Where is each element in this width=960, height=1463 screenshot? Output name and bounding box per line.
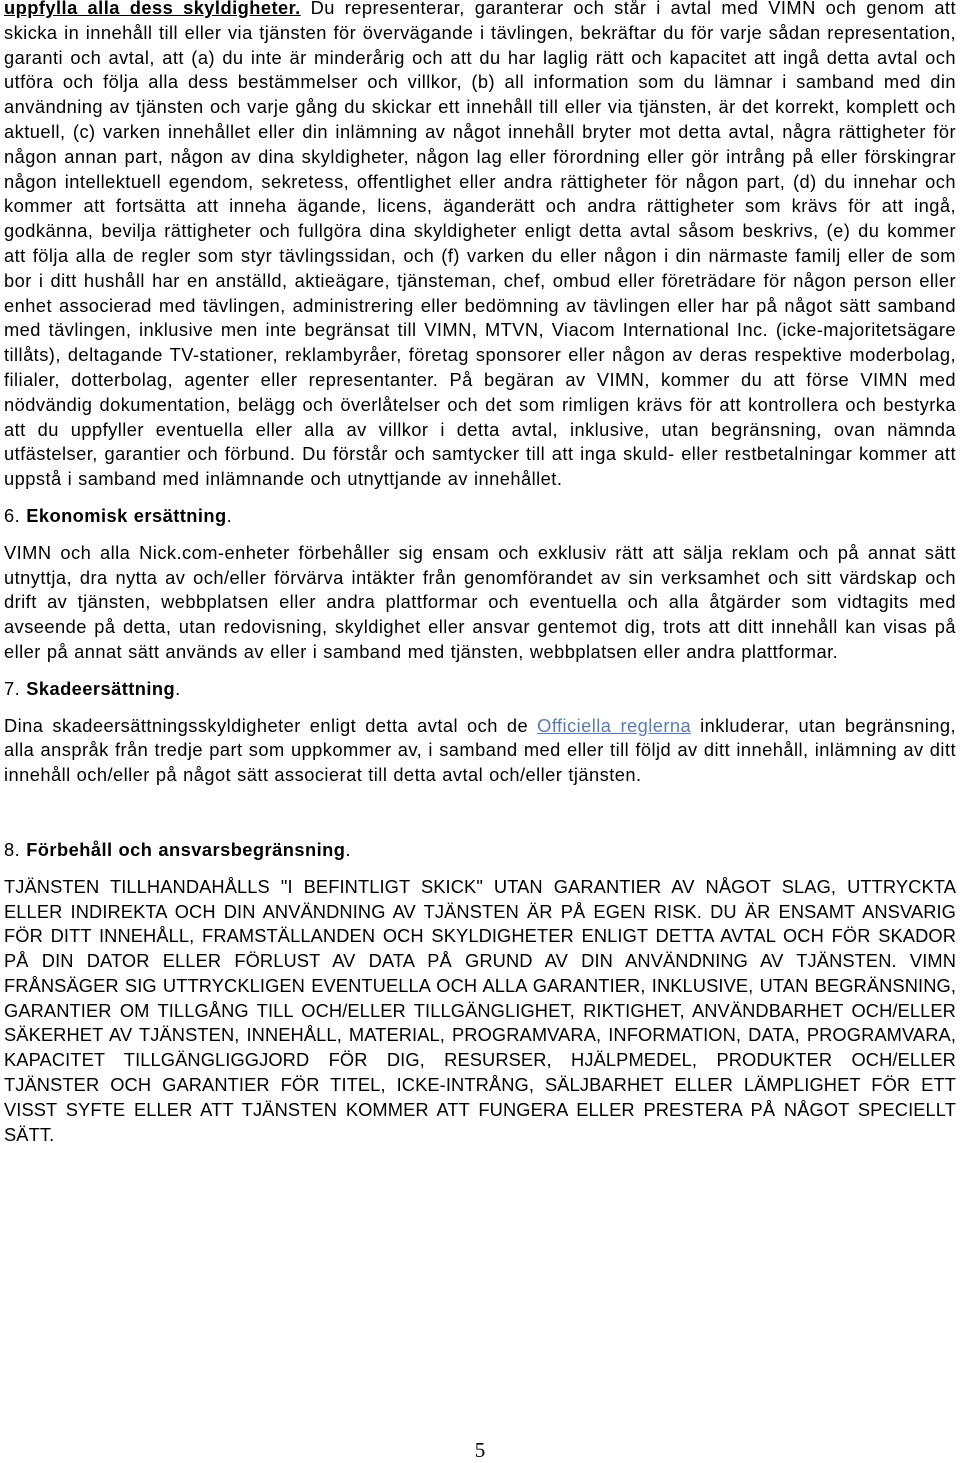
page-number: 5 (474, 1438, 486, 1462)
section-7-paragraph (4, 714, 956, 788)
section-5-paragraph (4, 0, 956, 492)
document-page (4, 0, 956, 1147)
section-7-title: Skadeersättning (26, 677, 176, 699)
section-8-period: . (345, 838, 351, 860)
section-7-period: . (175, 677, 181, 699)
section-6-heading (4, 504, 956, 529)
section-5-lead: uppfylla alla dess skyldigheter. (4, 0, 301, 18)
section-6-title: Ekonomisk ersättning (26, 504, 227, 526)
section-6-period: . (226, 504, 233, 526)
section-7-text-before: Dina skadeersättningsskyldigheter enligt detta avtal och de (4, 714, 538, 736)
section-6-number: 6. (4, 504, 21, 526)
section-6-paragraph: VIMN och alla Nick.com-enheter förbehåller sig ensam och exklusiv rätt att sälja reklam och på annat sätt utnyttja, dra nytta av och/eller förvärva intäkter från genomförandet av sin verksamhet och sitt värdskap och drift av tjänsten, webbplatsen eller andra plattformar och eventuella och alla åtgärder som vidtagits med avseende på detta, utan redovisning, skyldighet eller ansvar gentemot dig, trots att ditt innehåll kan visas på eller på annat sätt används av eller i samband med tjänsten, webbplatsen eller andra plattformar. (4, 541, 956, 662)
officiella-reglerna-link[interactable]: Officiella reglerna (537, 714, 692, 736)
section-8-heading (4, 838, 956, 863)
section-5-text: Du representerar, garanterar och står i avtal med VIMN och genom att skicka in innehåll till eller via tjänsten för övervägande i tävlingen, bekräftar du för varje sådan representation, garanti och avtal, att (a) du inte är minderårig och att du har laglig rätt och kapacitet att ingå detta avtal och utföra och följa alla dess bestämmelser och villkor, (b) all information som du lämnar i samband med din användning av tjänsten och varje gång du skickar ett innehåll till eller via tjänsten, är det korrekt, komplett och aktuell, (c) varken innehållet eller din inlämning av något innehåll bryter mot detta avtal, några rättigheter för någon annan part, någon av dina skyldigheter, någon lag eller förordning eller gör intrång på eller förskingrar någon intellektuell egendom, sekretess, offentlighet eller andra rättigheter för någon part, (d) du innehar och kommer att fortsätta att inneha ägande, licens, äganderätt och andra rättigheter som krävs för att ingå, godkänna, bevilja rättigheter och fullgöra dina skyldigheter enligt detta avtal såsom beskrivs, (e) du kommer att följa alla de regler som styr tävlingssidan, och (f) varken du eller någon i din närmaste familj eller de som bor i ditt hushåll har en anställd, aktieägare, tjänsteman, chef, ombud eller företrädare för någon person eller enhet associerad med tävlingen, administrering eller bedömning av tävlingen eller har på något sätt samband med tävlingen, inklusive men inte begränsat till VIMN, MTVN, Viacom International Inc. (icke-majoritetsägare tillåts), deltagande TV-stationer, reklambyråer, företag sponsorer eller någon av deras respektive moderbolag, filialer, dotterbolag, agenter eller representanter. På begäran av VIMN, kommer du att förse VIMN med nödvändig dokumentation, belägg och överlåtelser och det som rimligen krävs för att kontrollera och bestyrka att du uppfyller eventuella eller alla av villkor i detta avtal, inklusive, utan begränsning, ovan nämnda utfästelser, garantier och förbund. Du förstår och samtycker till att inga skuld- eller restbetalningar kommer att uppstå i samband med inlämnande och utnyttjande av innehållet. (4, 0, 956, 490)
section-7-text-after: inkluderar, utan begränsning, alla anspråk från tredje part som uppkommer av, i samband med eller till följd av ditt innehåll, inlämning av ditt innehåll och/eller på något sätt associerat till detta avtal och/eller tjänsten. (4, 714, 956, 786)
section-7-number: 7. (4, 677, 21, 699)
section-7-heading (4, 677, 956, 702)
section-8-paragraph: TJÄNSTEN TILLHANDAHÅLLS "I BEFINTLIGT SKICK" UTAN GARANTIER AV NÅGOT SLAG, UTTRYCKTA ELLER INDIREKTA OCH DIN ANVÄNDNING AV TJÄNSTEN ÄR PÅ EGEN RISK. DU ÄR ENSAMT ANSVARIG FÖR DITT INNEHÅLL, FRAMSTÄLLANDEN OCH SKYLDIGHETER ENLIGT DETTA AVTAL OCH FÖR SKADOR PÅ DIN DATOR ELLER FÖRLUST AV DATA PÅ GRUND AV DIN ANVÄNDNING AV TJÄNSTEN. VIMN FRÅNSÄGER SIG UTTRYCKLIGEN EVENTUELLA OCH ALLA GARANTIER, INKLUSIVE, UTAN BEGRÄNSNING, GARANTIER OM TILLGÅNG TILL OCH/ELLER TILLGÄNGLIGHET, RIKTIGHET, ANVÄNDBARHET OCH/ELLER SÄKERHET AV TJÄNSTEN, INNEHÅLL, MATERIAL, PROGRAMVARA, INFORMATION, DATA, PROGRAMVARA, KAPACITET TILLGÄNGLIGGJORD FÖR DIG, RESURSER, HJÄLPMEDEL, PRODUKTER OCH/ELLER TJÄNSTER OCH GARANTIER FÖR TITEL, ICKE-INTRÅNG, SÄLJBARHET ELLER LÄMPLIGHET FÖR ETT VISST SYFTE ELLER ATT TJÄNSTEN KOMMER ATT FUNGERA ELLER PRESTERA PÅ NÅGOT SPECIELLT SÄTT. (4, 875, 956, 1145)
section-8-number: 8. (4, 838, 21, 860)
section-8-title: Förbehåll och ansvarsbegränsning (26, 838, 346, 860)
